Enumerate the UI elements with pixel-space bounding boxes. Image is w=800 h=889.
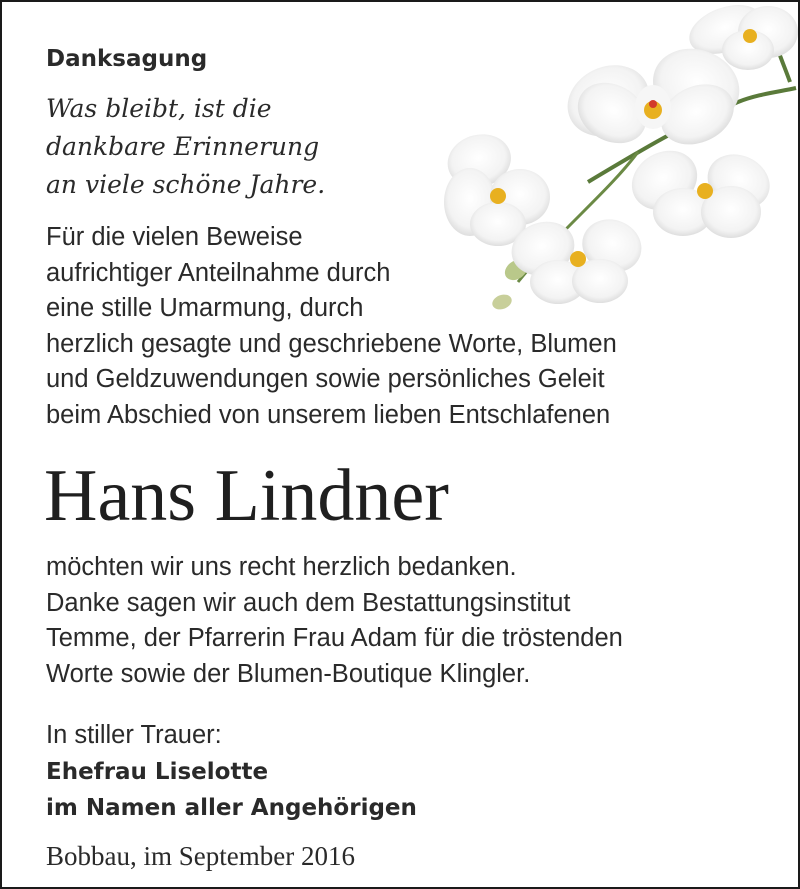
motto-line: Was bleibt, ist die (46, 94, 272, 123)
motto-line: an viele schöne Jahre. (46, 170, 326, 199)
intro-line: aufrichtiger Anteilnahme durch (46, 258, 391, 287)
intro-line: herzlich gesagte und geschriebene Worte, Blumen (46, 329, 617, 358)
signature-line: Ehefrau Liselotte (46, 759, 269, 785)
motto-line: dankbare Erinnerung (46, 132, 320, 161)
signature (46, 754, 417, 826)
intro-line: Für die vielen Beweise (46, 223, 303, 251)
thanks-line: möchten wir uns recht herzlich bedanken. (46, 553, 517, 581)
signature-line: im Namen aller Angehörigen (46, 795, 417, 821)
motto (46, 90, 325, 204)
thanks-paragraph (46, 550, 623, 692)
intro-line: eine stille Umarmung, durch (46, 294, 364, 322)
place-date: Bobbau, im September 2016 (46, 841, 355, 871)
intro-line: und Geldzuwendungen sowie persönliches Geleit (46, 365, 605, 393)
mourning-label: In stiller Trauer: (46, 721, 222, 749)
thanks-line: Worte sowie der Blumen-Boutique Klingler. (46, 659, 531, 688)
intro-paragraph (46, 220, 617, 433)
heading: Danksagung (46, 46, 208, 72)
thanks-line: Danke sagen wir auch dem Bestattungsinstitut (46, 588, 571, 617)
deceased-name: Hans Lindner (44, 455, 449, 537)
intro-line: beim Abschied von unserem lieben Entschlafenen (46, 400, 611, 429)
thanks-line: Temme, der Pfarrerin Frau Adam für die tröstenden (46, 624, 623, 652)
